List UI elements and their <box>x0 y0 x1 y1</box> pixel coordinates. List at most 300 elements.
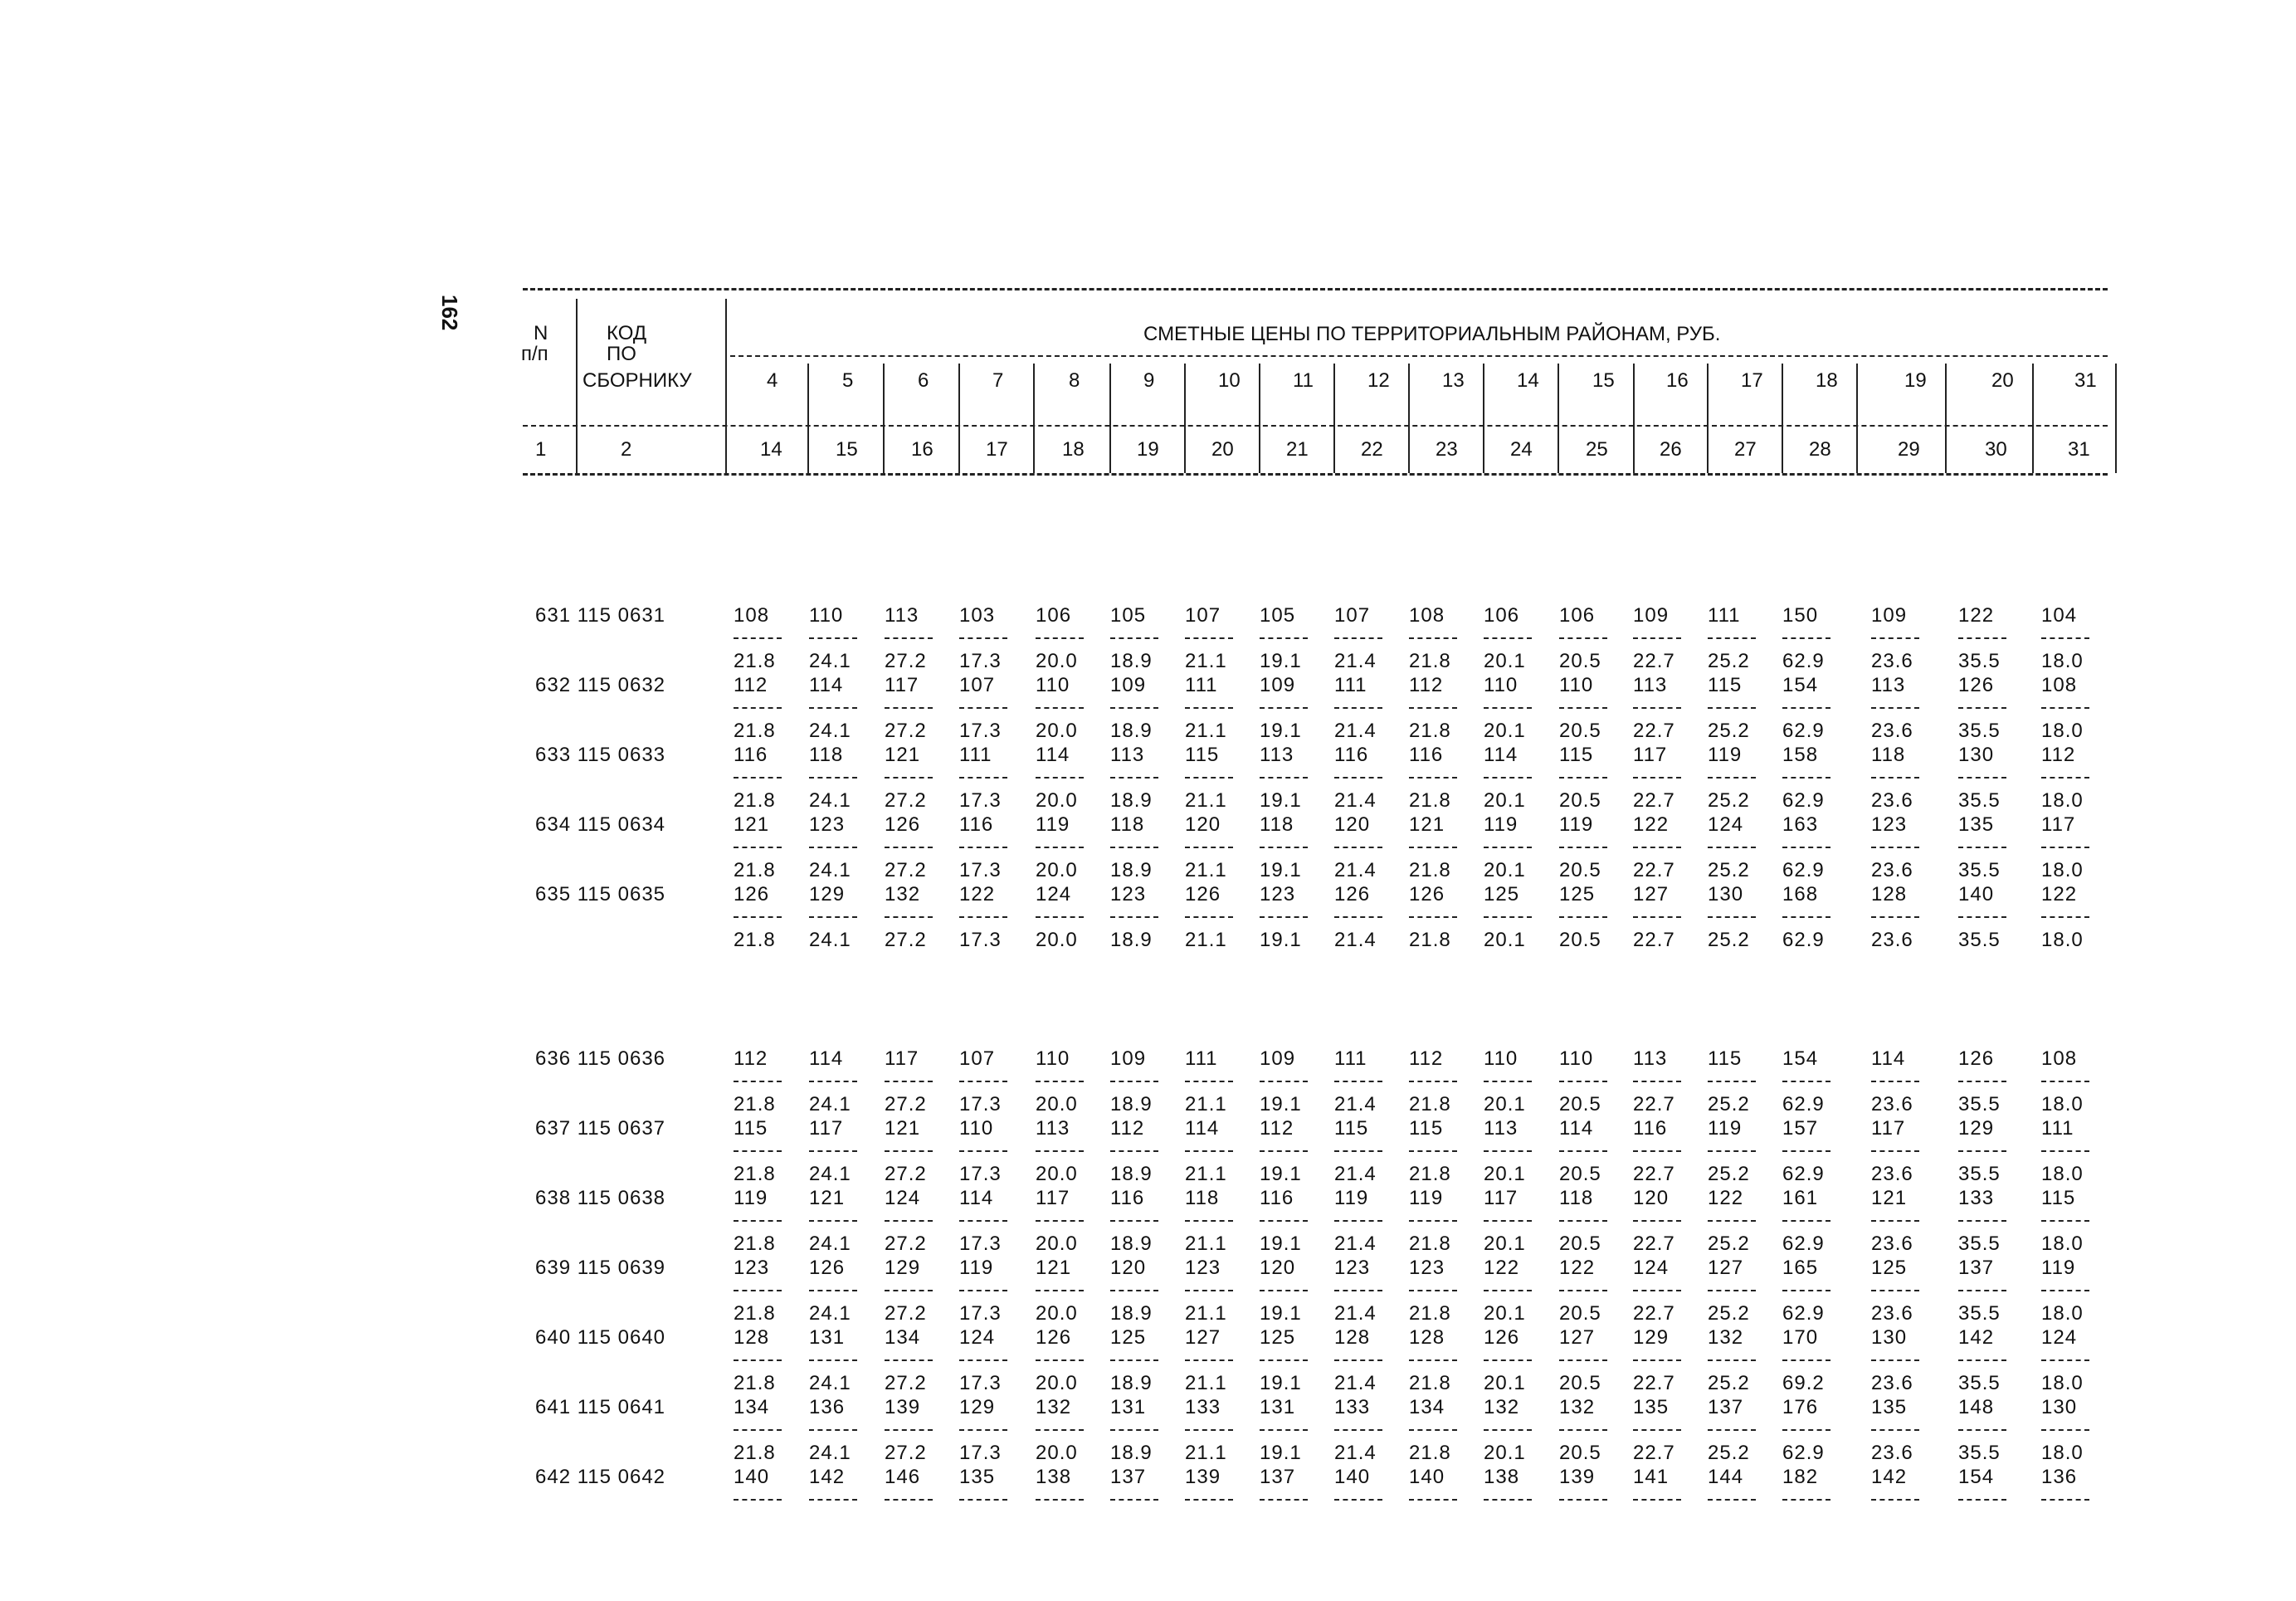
header-column-separator <box>2115 364 2117 473</box>
fraction-bar <box>2041 1150 2089 1152</box>
coefficient-value: 69.2 <box>1782 1372 1825 1394</box>
fraction-bar <box>1871 847 1919 848</box>
fraction-bar <box>1633 637 1681 639</box>
price-value: 130 <box>1871 1326 1908 1349</box>
price-value: 127 <box>1185 1326 1221 1349</box>
coefficient-value: 19.1 <box>1260 1302 1302 1325</box>
price-value: 168 <box>1782 883 1819 905</box>
fraction-bar <box>1633 777 1681 779</box>
coefficient-value: 21.8 <box>1409 1163 1451 1185</box>
header-column-separator <box>1856 364 1858 473</box>
coefficient-value: 19.1 <box>1260 1163 1302 1185</box>
fraction-bar <box>1559 1359 1607 1361</box>
fraction-bar <box>1409 1429 1457 1431</box>
price-value: 114 <box>1559 1117 1594 1140</box>
price-value: 116 <box>1334 744 1369 766</box>
coefficient-value: 21.4 <box>1334 789 1377 812</box>
fraction-bar <box>809 1290 857 1291</box>
coefficient-value: 62.9 <box>1782 1302 1825 1325</box>
price-value: 123 <box>1871 813 1908 836</box>
fraction-bar <box>1110 1499 1158 1501</box>
price-value: 142 <box>1958 1326 1995 1349</box>
fraction-bar <box>1708 1499 1756 1501</box>
price-value: 123 <box>809 813 846 836</box>
coefficient-value: 21.8 <box>734 1093 776 1115</box>
coefficient-value: 22.7 <box>1633 929 1675 951</box>
coefficient-value: 21.1 <box>1185 789 1227 812</box>
price-value: 124 <box>1708 813 1744 836</box>
header-column-index: 17 <box>986 438 1008 461</box>
header-district-number: 5 <box>842 369 854 392</box>
price-value: 109 <box>1110 674 1147 696</box>
price-value: 121 <box>1036 1257 1072 1279</box>
price-value: 103 <box>959 604 996 627</box>
header-column-separator <box>958 364 960 473</box>
price-value: 108 <box>734 604 770 627</box>
price-value: 132 <box>885 883 921 905</box>
coefficient-value: 35.5 <box>1958 1232 2001 1255</box>
fraction-bar <box>1633 847 1681 848</box>
price-value: 118 <box>1185 1187 1220 1209</box>
fraction-bar <box>1036 637 1084 639</box>
fraction-bar <box>1409 916 1457 918</box>
fraction-bar <box>959 1290 1007 1291</box>
price-value: 124 <box>1633 1257 1670 1279</box>
price-value: 157 <box>1782 1117 1819 1140</box>
fraction-bar <box>1409 1150 1457 1152</box>
coefficient-value: 20.0 <box>1036 789 1078 812</box>
header-col-code1: КОД <box>607 322 647 344</box>
row-code: 640 115 0640 <box>535 1326 666 1349</box>
price-value: 122 <box>959 883 996 905</box>
fraction-bar <box>1484 1081 1532 1082</box>
header-district-number: 18 <box>1816 369 1838 392</box>
coefficient-value: 17.3 <box>959 1372 1002 1394</box>
coefficient-value: 20.1 <box>1484 1442 1526 1464</box>
fraction-bar <box>1036 1220 1084 1222</box>
header-column-separator <box>1557 364 1559 473</box>
fraction-bar <box>885 637 933 639</box>
coefficient-value: 24.1 <box>809 1372 851 1394</box>
fraction-bar <box>1260 1150 1308 1152</box>
fraction-bar <box>1036 1150 1084 1152</box>
fraction-bar <box>734 1290 782 1291</box>
header-district-number: 8 <box>1069 369 1080 392</box>
price-value: 121 <box>1409 813 1445 836</box>
coefficient-value: 18.9 <box>1110 789 1153 812</box>
fraction-bar <box>1633 1290 1681 1291</box>
coefficient-value: 25.2 <box>1708 1302 1750 1325</box>
coefficient-value: 21.8 <box>734 1232 776 1255</box>
fraction-bar <box>1334 916 1382 918</box>
coefficient-value: 20.5 <box>1559 1093 1601 1115</box>
coefficient-value: 18.9 <box>1110 650 1153 672</box>
coefficient-value: 24.1 <box>809 789 851 812</box>
fraction-bar <box>1871 1359 1919 1361</box>
coefficient-value: 20.0 <box>1036 859 1078 881</box>
header-district-number: 13 <box>1442 369 1465 392</box>
header-column-index: 20 <box>1211 438 1234 461</box>
row-code: 638 115 0638 <box>535 1187 666 1209</box>
coefficient-value: 17.3 <box>959 1093 1002 1115</box>
fraction-bar <box>1110 777 1158 779</box>
coefficient-value: 21.8 <box>1409 1093 1451 1115</box>
coefficient-value: 19.1 <box>1260 929 1302 951</box>
fraction-bar <box>1559 1081 1607 1082</box>
price-value: 119 <box>1334 1187 1369 1209</box>
price-value: 106 <box>1559 604 1596 627</box>
coefficient-value: 23.6 <box>1871 1442 1913 1464</box>
coefficient-value: 25.2 <box>1708 1093 1750 1115</box>
price-value: 124 <box>1036 883 1072 905</box>
price-value: 150 <box>1782 604 1819 627</box>
coefficient-value: 23.6 <box>1871 859 1913 881</box>
price-value: 126 <box>1958 674 1995 696</box>
fraction-bar <box>1260 1290 1308 1291</box>
coefficient-value: 20.5 <box>1559 720 1601 742</box>
fraction-bar <box>1782 637 1830 639</box>
fraction-bar <box>1633 1220 1681 1222</box>
price-value: 129 <box>809 883 846 905</box>
coefficient-value: 17.3 <box>959 1163 1002 1185</box>
price-value: 116 <box>1260 1187 1294 1209</box>
price-value: 117 <box>2041 813 2076 836</box>
coefficient-value: 27.2 <box>885 1442 927 1464</box>
header-column-separator <box>1109 364 1111 473</box>
price-value: 122 <box>1484 1257 1520 1279</box>
price-value: 154 <box>1958 1466 1995 1488</box>
coefficient-value: 22.7 <box>1633 1093 1675 1115</box>
fraction-bar <box>2041 1499 2089 1501</box>
price-value: 135 <box>1633 1396 1670 1418</box>
coefficient-value: 62.9 <box>1782 1442 1825 1464</box>
fraction-bar <box>1185 1499 1233 1501</box>
fraction-bar <box>885 847 933 848</box>
fraction-bar <box>1036 916 1084 918</box>
fraction-bar <box>734 1081 782 1082</box>
price-value: 115 <box>734 1117 768 1140</box>
header-column-index: 28 <box>1809 438 1831 461</box>
fraction-bar <box>1708 847 1756 848</box>
fraction-bar <box>1185 916 1233 918</box>
coefficient-value: 18.9 <box>1110 1372 1153 1394</box>
price-value: 136 <box>809 1396 846 1418</box>
coefficient-value: 35.5 <box>1958 1163 2001 1185</box>
fraction-bar <box>1334 1220 1382 1222</box>
price-value: 110 <box>1036 1047 1070 1070</box>
coefficient-value: 18.0 <box>2041 1372 2084 1394</box>
coefficient-value: 62.9 <box>1782 859 1825 881</box>
price-value: 113 <box>1484 1117 1518 1140</box>
price-value: 126 <box>734 883 770 905</box>
fraction-bar <box>1559 847 1607 848</box>
price-value: 158 <box>1782 744 1819 766</box>
price-value: 107 <box>1334 604 1371 627</box>
fraction-bar <box>1409 1220 1457 1222</box>
fraction-bar <box>1958 1150 2006 1152</box>
fraction-bar <box>1409 707 1457 709</box>
fraction-bar <box>1782 916 1830 918</box>
price-value: 122 <box>1958 604 1995 627</box>
price-value: 117 <box>885 674 919 696</box>
price-value: 123 <box>734 1257 770 1279</box>
fraction-bar <box>809 1081 857 1082</box>
fraction-bar <box>1334 1150 1382 1152</box>
coefficient-value: 18.0 <box>2041 1442 2084 1464</box>
fraction-bar <box>1110 1359 1158 1361</box>
fraction-bar <box>885 707 933 709</box>
fraction-bar <box>1559 1429 1607 1431</box>
price-value: 146 <box>885 1466 921 1488</box>
price-value: 118 <box>1260 813 1294 836</box>
price-value: 120 <box>1185 813 1221 836</box>
fraction-bar <box>809 707 857 709</box>
price-value: 122 <box>1633 813 1670 836</box>
coefficient-value: 27.2 <box>885 1093 927 1115</box>
fraction-bar <box>1871 1499 1919 1501</box>
fraction-bar <box>1260 777 1308 779</box>
price-value: 108 <box>1409 604 1445 627</box>
price-value: 106 <box>1484 604 1520 627</box>
fraction-bar <box>1036 847 1084 848</box>
coefficient-value: 23.6 <box>1871 929 1913 951</box>
coefficient-value: 21.8 <box>1409 1442 1451 1464</box>
price-value: 111 <box>1708 604 1741 627</box>
header-district-number: 19 <box>1904 369 1927 392</box>
coefficient-value: 18.0 <box>2041 720 2084 742</box>
price-value: 111 <box>1334 674 1367 696</box>
fraction-bar <box>1185 1429 1233 1431</box>
price-value: 114 <box>809 674 844 696</box>
coefficient-value: 35.5 <box>1958 650 2001 672</box>
fraction-bar <box>809 847 857 848</box>
fraction-bar <box>809 637 857 639</box>
coefficient-value: 20.0 <box>1036 1302 1078 1325</box>
fraction-bar <box>1958 1220 2006 1222</box>
header-column-index: 24 <box>1510 438 1533 461</box>
header-column-separator <box>1259 364 1260 473</box>
coefficient-value: 20.0 <box>1036 1372 1078 1394</box>
header-col-n2: п/п <box>521 343 548 365</box>
price-value: 126 <box>1958 1047 1995 1070</box>
coefficient-value: 27.2 <box>885 859 927 881</box>
coefficient-value: 20.0 <box>1036 720 1078 742</box>
fraction-bar <box>1185 1290 1233 1291</box>
fraction-bar <box>1110 1081 1158 1082</box>
coefficient-value: 17.3 <box>959 720 1002 742</box>
price-value: 136 <box>2041 1466 2078 1488</box>
fraction-bar <box>1633 1081 1681 1082</box>
fraction-bar <box>1782 707 1830 709</box>
fraction-bar <box>1409 1290 1457 1291</box>
coefficient-value: 21.4 <box>1334 650 1377 672</box>
header-column-index: 31 <box>2068 438 2090 461</box>
coefficient-value: 19.1 <box>1260 789 1302 812</box>
price-value: 125 <box>1484 883 1520 905</box>
price-value: 129 <box>885 1257 921 1279</box>
fraction-bar <box>1110 707 1158 709</box>
fraction-bar <box>1871 1220 1919 1222</box>
coefficient-value: 27.2 <box>885 789 927 812</box>
fraction-bar <box>1334 1499 1382 1501</box>
header-district-number: 17 <box>1741 369 1763 392</box>
price-value: 124 <box>959 1326 996 1349</box>
fraction-bar <box>1782 1290 1830 1291</box>
fraction-bar <box>1958 916 2006 918</box>
fraction-bar <box>1260 1499 1308 1501</box>
coefficient-value: 25.2 <box>1708 789 1750 812</box>
coefficient-value: 21.8 <box>734 789 776 812</box>
fraction-bar <box>809 1359 857 1361</box>
price-value: 110 <box>809 604 844 627</box>
coefficient-value: 20.1 <box>1484 1302 1526 1325</box>
price-value: 117 <box>1871 1117 1906 1140</box>
price-value: 130 <box>1958 744 1995 766</box>
fraction-bar <box>1110 637 1158 639</box>
fraction-bar <box>1782 1429 1830 1431</box>
row-code: 632 115 0632 <box>535 674 666 696</box>
fraction-bar <box>734 777 782 779</box>
price-value: 130 <box>2041 1396 2078 1418</box>
fraction-bar <box>1633 916 1681 918</box>
price-value: 142 <box>1871 1466 1908 1488</box>
coefficient-value: 20.0 <box>1036 1442 1078 1464</box>
fraction-bar <box>885 1220 933 1222</box>
price-value: 140 <box>734 1466 770 1488</box>
coefficient-value: 17.3 <box>959 1442 1002 1464</box>
price-value: 165 <box>1782 1257 1819 1279</box>
price-value: 117 <box>1633 744 1668 766</box>
coefficient-value: 21.8 <box>1409 720 1451 742</box>
coefficient-value: 24.1 <box>809 1093 851 1115</box>
fraction-bar <box>1559 707 1607 709</box>
coefficient-value: 21.1 <box>1185 650 1227 672</box>
price-value: 114 <box>959 1187 994 1209</box>
fraction-bar <box>1260 1220 1308 1222</box>
fraction-bar <box>809 1220 857 1222</box>
price-value: 142 <box>809 1466 846 1488</box>
price-value: 132 <box>1708 1326 1744 1349</box>
price-value: 134 <box>885 1326 921 1349</box>
price-value: 119 <box>1484 813 1518 836</box>
price-value: 119 <box>1559 813 1594 836</box>
coefficient-value: 20.1 <box>1484 929 1526 951</box>
coefficient-value: 21.8 <box>1409 859 1451 881</box>
coefficient-value: 21.1 <box>1185 1163 1227 1185</box>
price-value: 119 <box>959 1257 994 1279</box>
price-value: 118 <box>1559 1187 1594 1209</box>
fraction-bar <box>959 637 1007 639</box>
coefficient-value: 20.5 <box>1559 789 1601 812</box>
fraction-bar <box>885 1150 933 1152</box>
fraction-bar <box>1409 1499 1457 1501</box>
price-value: 133 <box>1334 1396 1371 1418</box>
coefficient-value: 21.4 <box>1334 1442 1377 1464</box>
coefficient-value: 18.0 <box>2041 1232 2084 1255</box>
header-column-separator <box>1408 364 1410 473</box>
fraction-bar <box>959 1359 1007 1361</box>
coefficient-value: 35.5 <box>1958 929 2001 951</box>
price-value: 170 <box>1782 1326 1819 1349</box>
row-code: 635 115 0635 <box>535 883 666 905</box>
coefficient-value: 21.4 <box>1334 929 1377 951</box>
coefficient-value: 18.9 <box>1110 859 1153 881</box>
header-bottom-rule <box>523 473 2108 476</box>
price-value: 111 <box>959 744 992 766</box>
header-district-number: 9 <box>1143 369 1155 392</box>
price-value: 176 <box>1782 1396 1819 1418</box>
price-value: 128 <box>1334 1326 1371 1349</box>
fraction-bar <box>1708 1081 1756 1082</box>
coefficient-value: 25.2 <box>1708 1232 1750 1255</box>
fraction-bar <box>734 1359 782 1361</box>
coefficient-value: 19.1 <box>1260 720 1302 742</box>
price-value: 135 <box>959 1466 996 1488</box>
fraction-bar <box>885 1359 933 1361</box>
price-value: 112 <box>2041 744 2076 766</box>
fraction-bar <box>885 916 933 918</box>
coefficient-value: 27.2 <box>885 929 927 951</box>
coefficient-value: 20.1 <box>1484 789 1526 812</box>
coefficient-value: 20.0 <box>1036 929 1078 951</box>
coefficient-value: 25.2 <box>1708 1372 1750 1394</box>
coefficient-value: 24.1 <box>809 1232 851 1255</box>
coefficient-value: 21.1 <box>1185 1372 1227 1394</box>
coefficient-value: 20.1 <box>1484 650 1526 672</box>
fraction-bar <box>1036 1359 1084 1361</box>
fraction-bar <box>1409 637 1457 639</box>
fraction-bar <box>1958 1499 2006 1501</box>
price-value: 123 <box>1260 883 1296 905</box>
header-title: СМЕТНЫЕ ЦЕНЫ ПО ТЕРРИТОРИАЛЬНЫМ РАЙОНАМ, РУБ. <box>1143 323 1721 345</box>
row-code: 637 115 0637 <box>535 1117 666 1140</box>
price-value: 116 <box>959 813 994 836</box>
coefficient-value: 17.3 <box>959 929 1002 951</box>
price-value: 137 <box>1260 1466 1296 1488</box>
header-district-number: 31 <box>2074 369 2097 392</box>
header-column-separator <box>1945 364 1947 473</box>
price-value: 110 <box>1484 1047 1518 1070</box>
coefficient-value: 25.2 <box>1708 720 1750 742</box>
price-value: 141 <box>1633 1466 1670 1488</box>
price-value: 119 <box>1708 744 1743 766</box>
fraction-bar <box>1708 637 1756 639</box>
coefficient-value: 21.8 <box>734 650 776 672</box>
fraction-bar <box>1958 1290 2006 1291</box>
fraction-bar <box>1958 1429 2006 1431</box>
fraction-bar <box>1409 1081 1457 1082</box>
fraction-bar <box>1334 847 1382 848</box>
coefficient-value: 20.5 <box>1559 1372 1601 1394</box>
fraction-bar <box>959 1150 1007 1152</box>
price-value: 135 <box>1871 1396 1908 1418</box>
coefficient-value: 35.5 <box>1958 1302 2001 1325</box>
price-value: 124 <box>2041 1326 2078 1349</box>
price-value: 109 <box>1260 1047 1296 1070</box>
price-value: 116 <box>734 744 768 766</box>
coefficient-value: 27.2 <box>885 1232 927 1255</box>
coefficient-value: 18.9 <box>1110 929 1153 951</box>
price-value: 107 <box>959 1047 996 1070</box>
price-value: 126 <box>1036 1326 1072 1349</box>
header-district-number: 12 <box>1367 369 1390 392</box>
header-district-number: 4 <box>767 369 778 392</box>
price-value: 119 <box>1409 1187 1444 1209</box>
header-column-separator <box>807 364 809 473</box>
header-district-number: 11 <box>1293 369 1314 392</box>
row-code: 642 115 0642 <box>535 1466 666 1488</box>
fraction-bar <box>1484 1290 1532 1291</box>
